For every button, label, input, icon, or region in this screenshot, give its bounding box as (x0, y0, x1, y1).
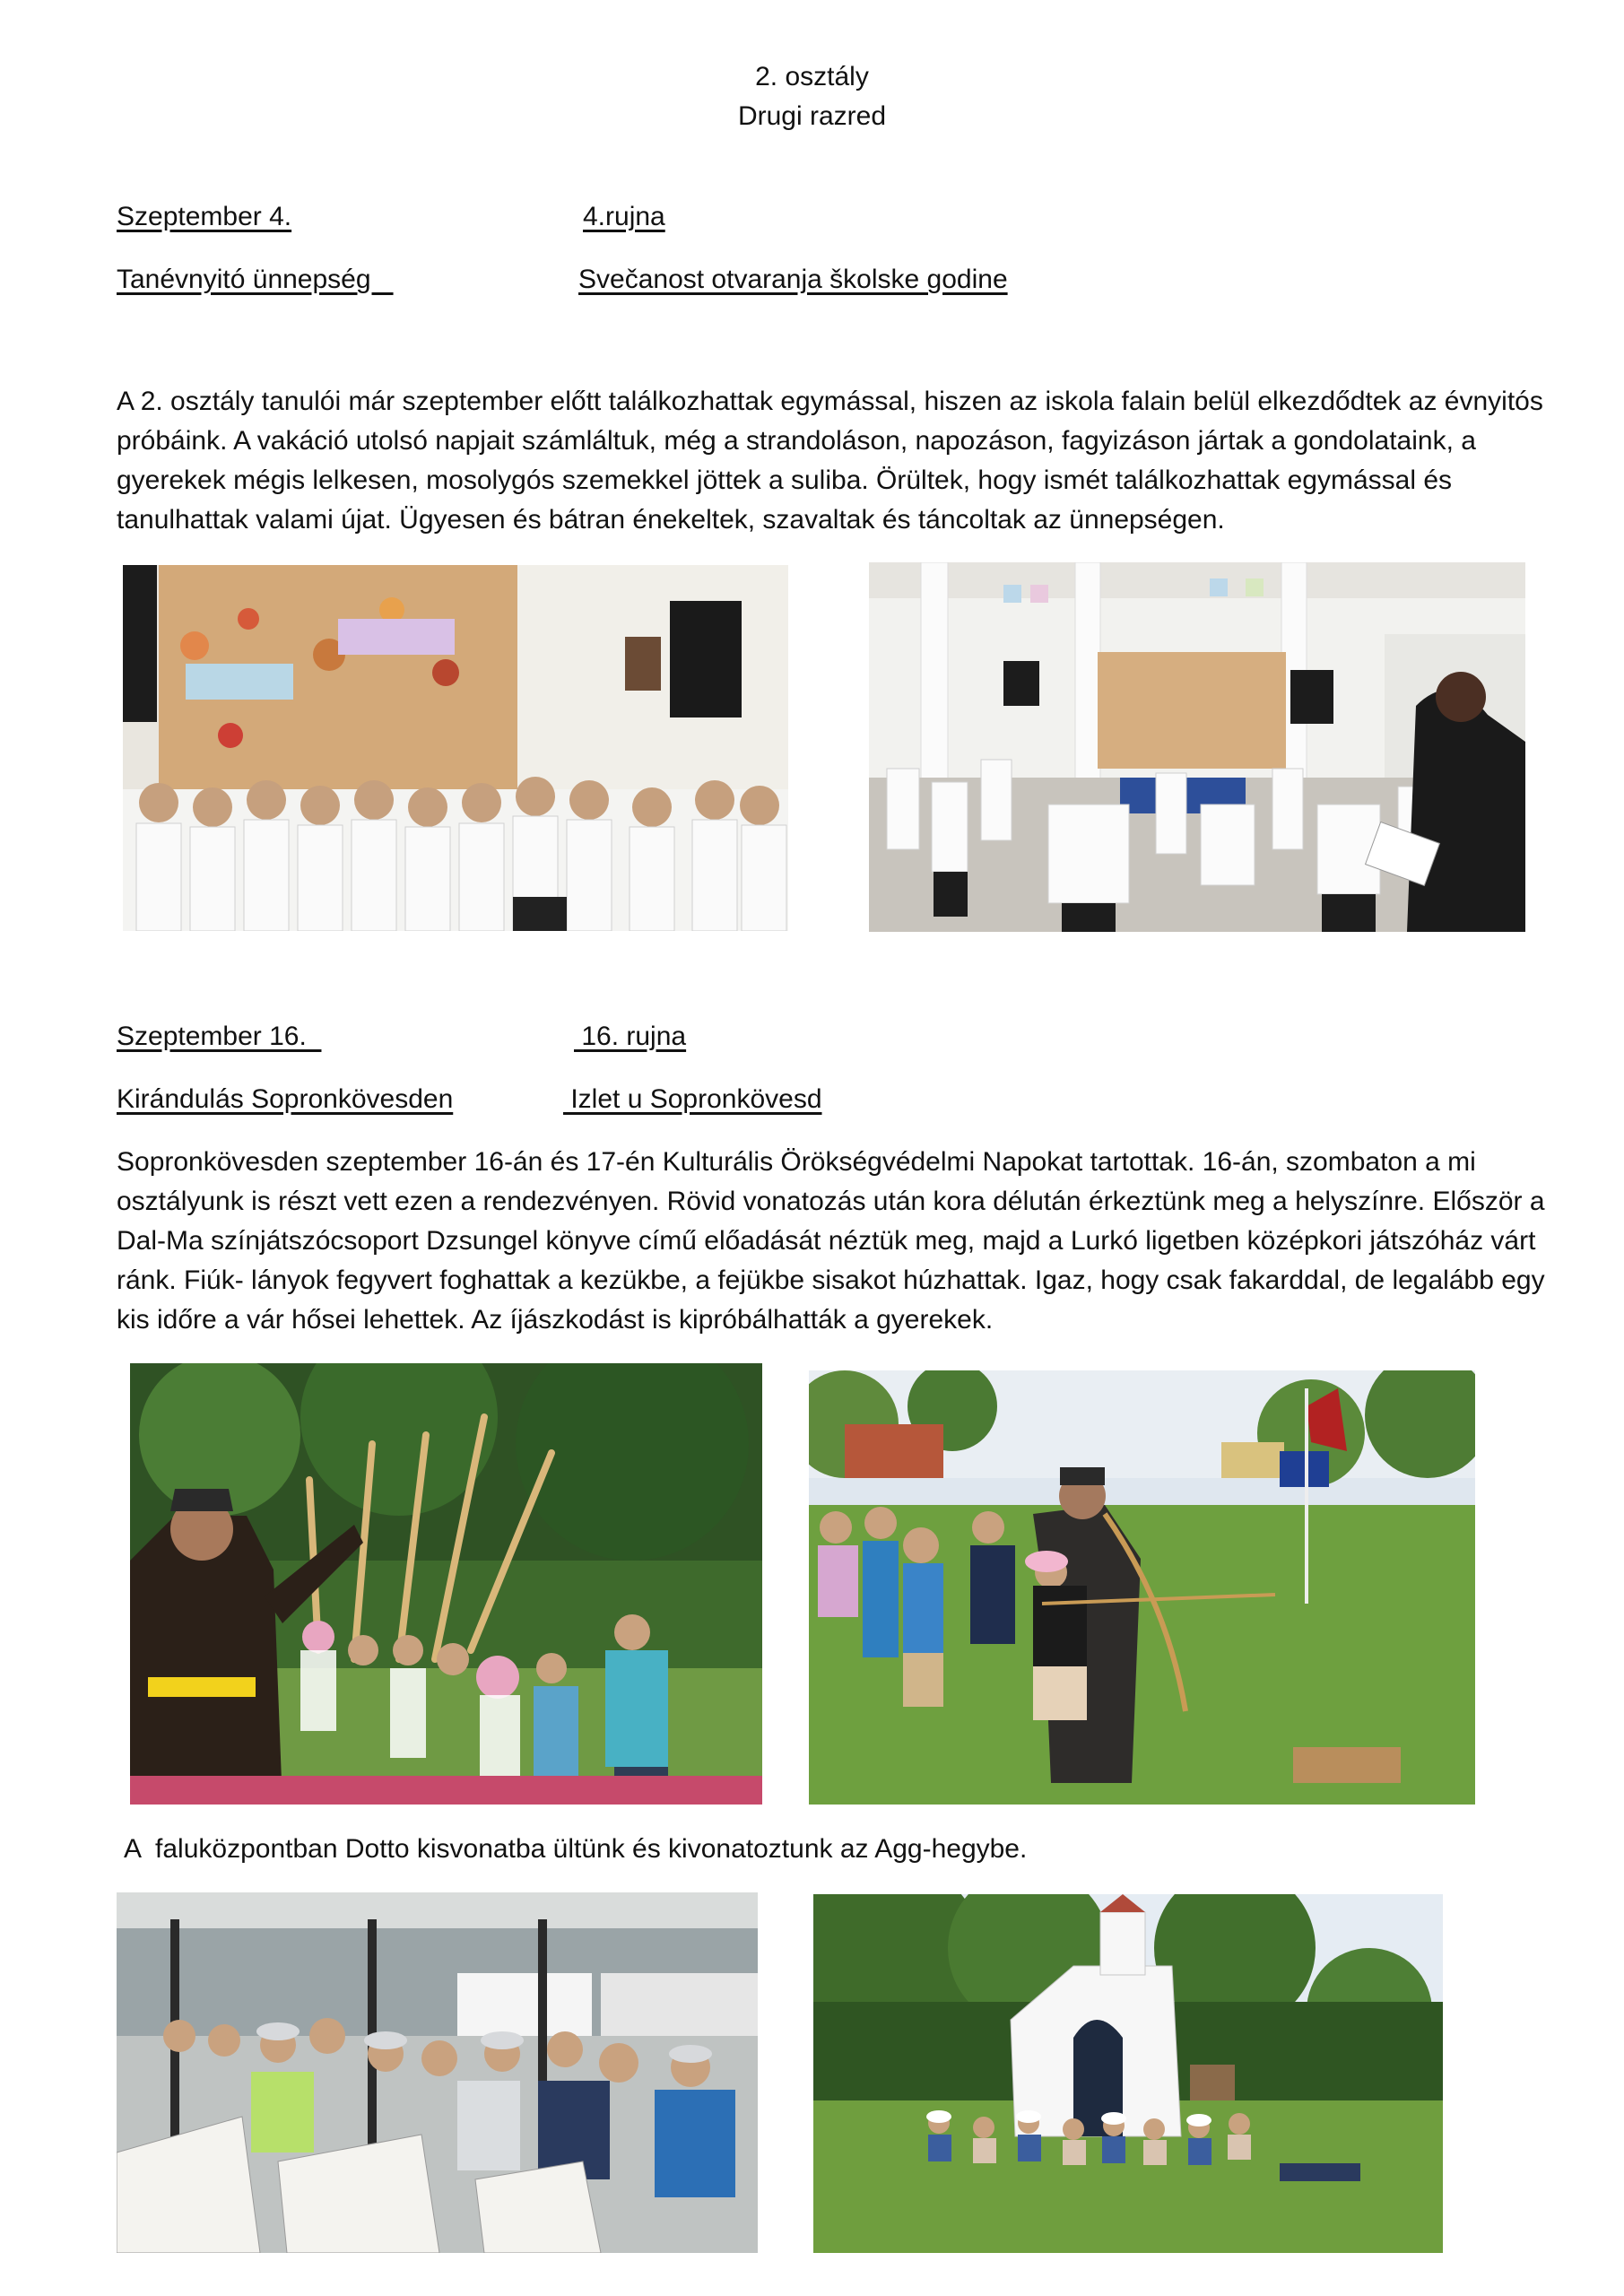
section2-date-hungarian: Szeptember 16. (117, 1022, 322, 1051)
section2-date-croatian: 16. rujna (574, 1022, 687, 1051)
photo-archery (809, 1370, 1475, 1805)
photo-chapel-group (813, 1894, 1443, 2253)
photo-wooden-swords (130, 1363, 762, 1805)
section1-paragraph: A 2. osztály tanulói már szeptember előtt találkozhattak egymással, hiszen az iskola falain belül elkezdődtek az évnyitós próbáink. A vakáció utolsó napjait számláltuk, még a strandoláson, napozáson, fagyizáson jártak a gondolataink, a gyerekek mégis lelkesen, mosolygós szemekkel jöttek a suliba. Örültek, hogy ismét találkozhattak egymással és tanulhattak valami újat. Ügyesen és bátran énekeltek, szavaltak és táncoltak az ünnepségen. (117, 387, 1543, 535)
section2-caption: A faluközpontban Dotto kisvonatba ültünk és kivonatoztunk az Agg-hegybe. (124, 1834, 1028, 1864)
section1-event-croatian: Svečanost otvaranja školske godine (578, 265, 1008, 294)
section1-date-hungarian: Szeptember 4. (117, 202, 292, 231)
photo-opening-ceremony-choir (123, 565, 788, 931)
photo-opening-ceremony-hall (869, 562, 1525, 932)
section1-event-hungarian: Tanévnyitó ünnepség (117, 265, 394, 294)
section1-date-croatian: 4.rujna (583, 202, 665, 231)
page-title-hungarian: 2. osztály (755, 62, 869, 91)
section2-event-croatian: Izlet u Sopronkövesd (563, 1084, 822, 1114)
photo-dotto-train (117, 1892, 758, 2253)
section2-event-hungarian: Kirándulás Sopronkövesden (117, 1084, 454, 1114)
page-title-croatian: Drugi razred (737, 101, 887, 131)
section2-paragraph: Sopronkövesden szeptember 16-án és 17-én Kulturális Örökségvédelmi Napokat tartottak. 16-án, szombaton a mi osztályunk is részt vett ezen a rendezvényen. Rövid vonatozás után kora délután érkeztünk meg a helyszínre. Először a Dal-Ma színjátszócsoport Dzsungel könyve című előadását néztük meg, majd a Lurkó ligetben középkori játszóház várt ránk. Fiúk- lányok fegyvert foghattak a kezükbe, a fejükbe sisakot húzhattak. Igaz, hogy csak fakarddal, de legalább egy kis időre a vár hősei lehettek. Az íjászkodást is kipróbálhatták a gyerekek. (117, 1147, 1545, 1335)
